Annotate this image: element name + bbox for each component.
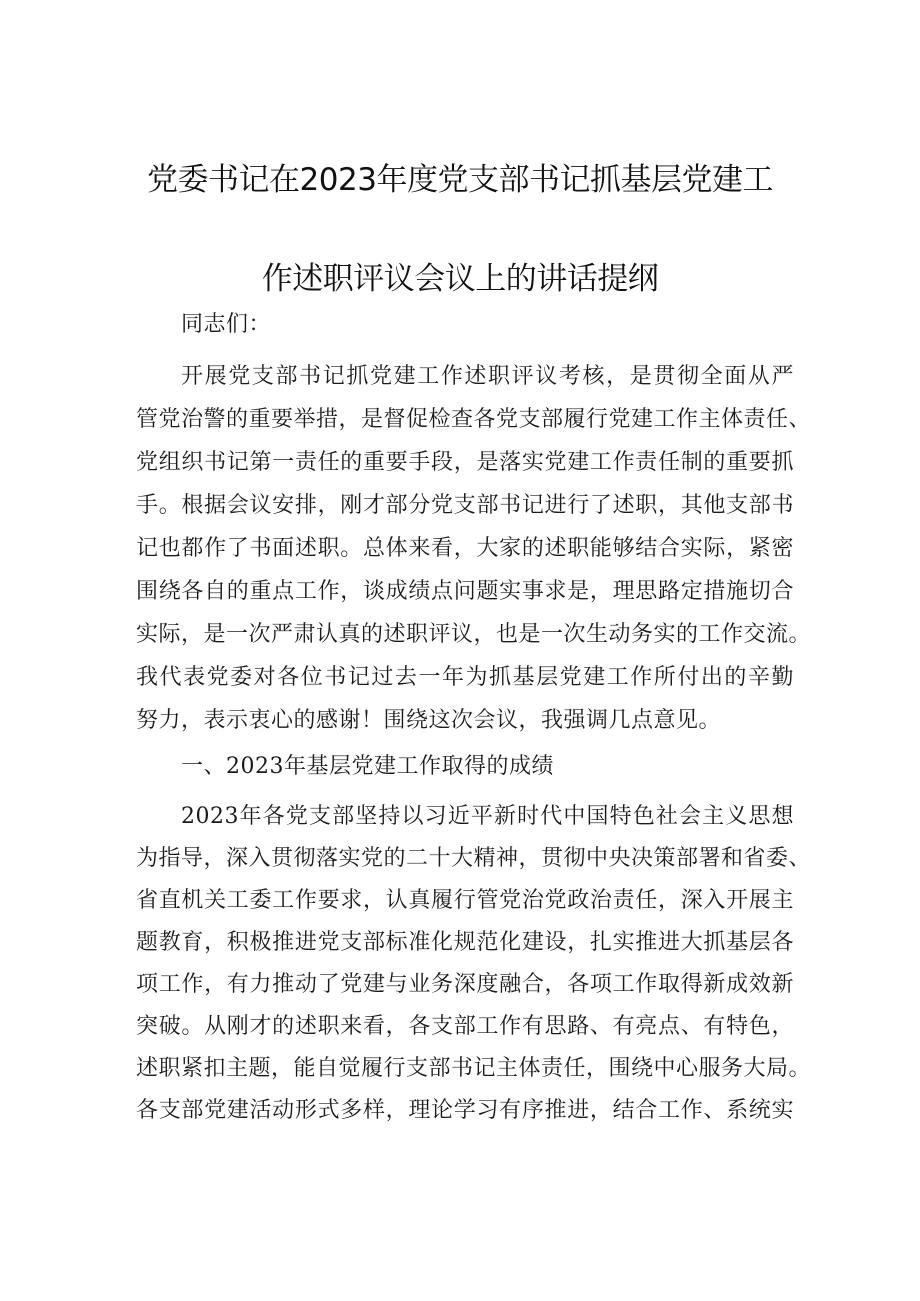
section-line: 为指导，深入贯彻落实党的二十大精神，贯彻中央决策部署和省委、 xyxy=(136,846,812,871)
section-line: 题教育，积极推进党支部标准化规范化建设，扎实推进大抓基层各 xyxy=(136,930,794,955)
section-line: 省直机关工委工作要求，认真履行管党治党政治责任，深入开展主 xyxy=(136,888,794,913)
intro-line: 实际，是一次严肃认真的述职评议，也是一次生动务实的工作交流。 xyxy=(136,622,812,647)
section-line: 各支部党建活动形式多样，理论学习有序推进，结合工作、系统实 xyxy=(136,1098,794,1123)
intro-line: 围绕各自的重点工作，谈成绩点问题实事求是，理思路定措施切合 xyxy=(136,579,794,604)
intro-line: 开展党支部书记抓党建工作述职评议考核，是贯彻全面从严 xyxy=(181,364,794,389)
intro-line: 努力，表示衷心的感谢！围绕这次会议，我强调几点意见。 xyxy=(136,708,722,733)
intro-line: 党组织书记第一责任的重要手段，是落实党建工作责任制的重要抓 xyxy=(136,450,794,475)
section-line: 2023年各党支部坚持以习近平新时代中国特色社会主义思想 xyxy=(181,804,794,829)
section-line: 项工作，有力推动了党建与业务深度融合，各项工作取得新成效新 xyxy=(136,972,794,997)
document-title-line-2: 作述职评议会议上的讲话提纲 xyxy=(261,261,659,297)
section-heading: 一、2023年基层党建工作取得的成绩 xyxy=(181,754,554,779)
intro-line: 手。根据会议安排，刚才部分党支部书记进行了述职，其他支部书 xyxy=(136,493,794,518)
intro-line: 我代表党委对各位书记过去一年为抓基层党建工作所付出的辛勤 xyxy=(136,665,794,690)
salutation: 同志们： xyxy=(181,312,272,337)
section-line: 述职紧扣主题，能自觉履行支部书记主体责任，围绕中心服务大局。 xyxy=(136,1056,812,1081)
document-title-line-1: 党委书记在2023年度党支部书记抓基层党建工 xyxy=(147,162,773,198)
section-line: 突破。从刚才的述职来看，各支部工作有思路、有亮点、有特色， xyxy=(136,1014,794,1039)
intro-line: 记也都作了书面述职。总体来看，大家的述职能够结合实际，紧密 xyxy=(136,536,794,561)
intro-line: 管党治警的重要举措，是督促检查各党支部履行党建工作主体责任、 xyxy=(136,407,812,432)
